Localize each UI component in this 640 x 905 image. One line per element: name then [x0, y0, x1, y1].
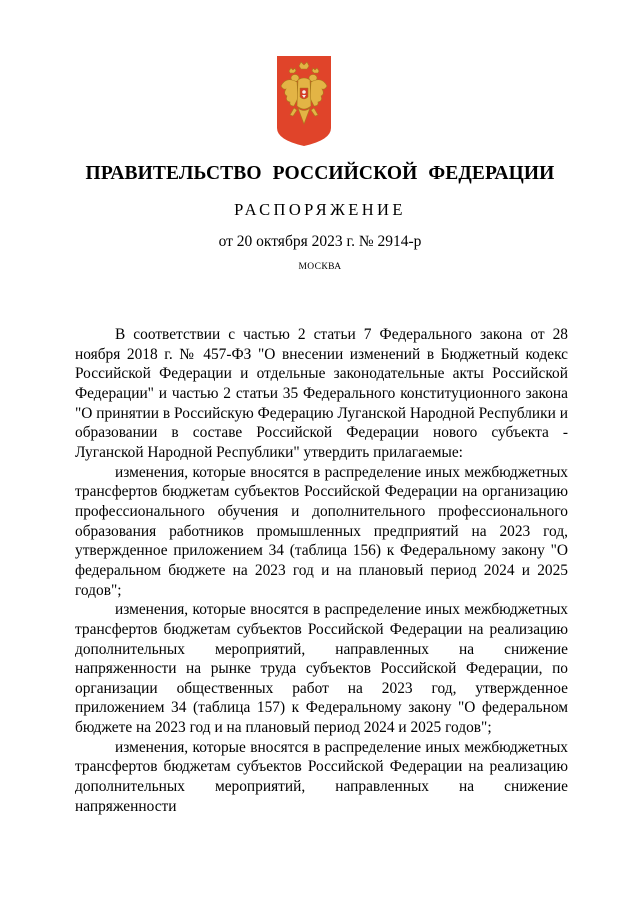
- body-paragraph: В соответствии с частью 2 статьи 7 Федерального закона от 28 ноября 2018 г. № 457-ФЗ "О внесении изменений в Бюджетный кодекс Российской Федерации и отдельные законодательные акты Российской Федерации" и частью 2 статьи 35 Федерального конституционного закона "О принятии в Российскую Федерацию Луганской Народной Республики и образовании в составе Российской Федерации нового субъекта - Луганской Народной Республики" утвердить прилагаемые:: [75, 326, 568, 461]
- body-paragraph: изменения, которые вносятся в распределение иных межбюджетных трансфертов бюджетам субъектов Российской Федерации на организацию профессионального обучения и дополнительного профессионального образования работников промышленных предприятий на 2023 год, утвержденное приложением 34 (таблица 156) к Федеральному закону "О федеральном бюджете на 2023 год и на плановый период 2024 и 2025 годов";: [75, 463, 568, 599]
- document-body: [75, 325, 568, 816]
- body-paragraph: изменения, которые вносятся в распределение иных межбюджетных трансфертов бюджетам субъектов Российской Федерации на реализацию дополнительных мероприятий, направленных на снижение напряженности: [75, 738, 568, 815]
- coat-of-arms-emblem: [277, 56, 331, 146]
- document-city: МОСКВА: [298, 262, 342, 272]
- government-title: ПРАВИТЕЛЬСТВО РОССИЙСКОЙ ФЕДЕРАЦИИ: [85, 163, 555, 184]
- document-date-number: от 20 октября 2023 г. № 2914-р: [218, 233, 422, 250]
- body-paragraph: изменения, которые вносятся в распределение иных межбюджетных трансфертов бюджетам субъектов Российской Федерации на реализацию дополнительных мероприятий, направленных на снижение напряженности на рынке труда субъектов Российской Федерации, по организации общественных работ на 2023 год, утвержденное приложением 34 (таблица 157) к Федеральному закону "О федеральном бюджете на 2023 год и на плановый период 2024 и 2025 годов";: [75, 601, 568, 737]
- document-type: РАСПОРЯЖЕНИЕ: [234, 200, 406, 219]
